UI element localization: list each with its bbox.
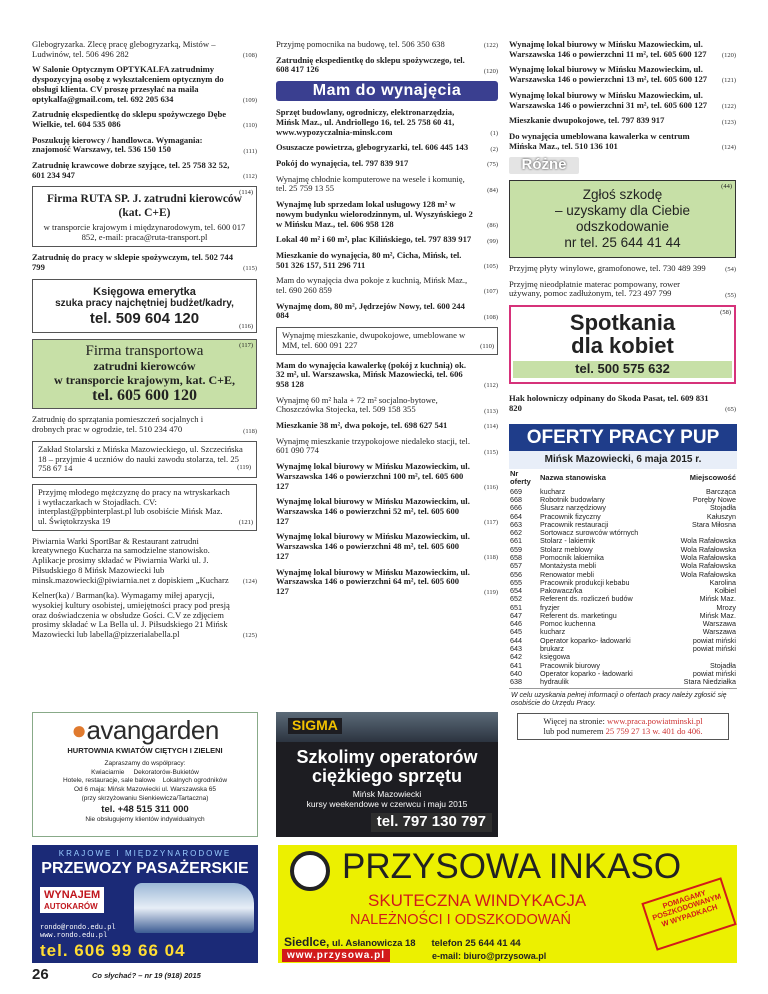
avangarden-foot: Nie obsługujemy klientów indywidualnych — [85, 816, 205, 824]
offer-position: Renowator mebli — [540, 569, 594, 579]
publication-footer: Co słychać? – nr 19 (918) 2015 — [92, 971, 201, 980]
rondo-autokarow: AUTOKARÓW — [44, 901, 98, 911]
przysowa-www[interactable]: www.przysowa.pl — [282, 949, 390, 962]
ad-number: (116) — [484, 483, 498, 491]
offer-position: Pakowacz/ka — [540, 586, 583, 596]
przysowa-tel: telefon 25 644 41 44 — [431, 938, 521, 949]
classified-ad — [32, 110, 257, 129]
offer-location: powiat miński — [692, 668, 736, 678]
offer-position: brukarz — [540, 644, 564, 654]
ad-text: Hak holowniczy odpinany do Skoda Pasat, tel. 609 831 820 — [509, 392, 709, 413]
przysowa-ad — [278, 845, 737, 963]
classified-ad — [509, 280, 736, 299]
pup-note: W celu uzyskania pełnej informacji o ofertach pracy należy zgłosić się osobiście do Urzędu Pracy. — [509, 688, 737, 708]
przysowa-headline2: NALEŻNOŚCI I ODSZKODOWAŃ — [350, 912, 572, 928]
firma-tr-line1: Firma transportowa — [85, 343, 204, 360]
ad-text: Mieszkanie do wynajęcia, 80 m², Cicha, Mińsk, tel. 501 326 157, 511 296 711 — [276, 249, 462, 270]
avangarden-tel: tel. +48 515 311 000 — [101, 803, 189, 815]
ad-number: (115) — [484, 448, 498, 456]
classified-ad — [276, 396, 498, 415]
offer-position: Montażysta mebli — [540, 561, 596, 571]
avangarden-c2: Dekoratorów-Bukietów — [133, 768, 199, 776]
ad-number: (109) — [242, 96, 257, 104]
ad-number: (99) — [487, 237, 498, 245]
pup-more-label: Więcej na stronie: — [543, 716, 608, 727]
ad-number: (124) — [242, 577, 257, 585]
ad-text: Wynajmę lub sprzedam lokal usługowy 128 m² w nowym budynku wielorodzinnym, ul. Wyszyńskiego 2 w Mińsku Maz., tel. 606 958 128 — [276, 199, 473, 229]
classified-ad — [276, 108, 498, 137]
ad-number: (122) — [721, 102, 736, 110]
offer-location: powiat miński — [692, 635, 736, 645]
offer-number: 668 — [510, 494, 522, 504]
ad-text: Wynajmę lokal biurowy w Mińsku Mazowieckim, ul. Warszawska 146 o powierzchni 100 m², tel. 605 600 127 — [276, 461, 470, 491]
table-row — [509, 678, 737, 686]
offer-number: 638 — [510, 677, 522, 687]
ruta-title: Firma RUTA SP. J. zatrudni kierowców (kat. C+E) — [47, 193, 242, 219]
ad-number: (116) — [239, 323, 253, 330]
column-3 — [509, 40, 736, 419]
rondo-top: KRAJOWE I MIĘDZYNARODOWE — [58, 849, 232, 858]
ad-text: Glebogryzarka. Zlecę pracę glebogryzarką, Mistów – Ludwinów, tel. 506 496 282 — [32, 39, 216, 59]
szkoda-line2: – uzyskamy dla Ciebie — [554, 203, 691, 219]
offer-location: Wola Rafałowska — [680, 536, 736, 546]
avangarden-addr: Od 6 maja: Mińsk Mazowiecki ul. Warszawska 65 — [73, 786, 217, 794]
offer-position: Stolarz meblowy — [540, 544, 593, 554]
ad-number: (111) — [243, 147, 257, 155]
classified-ad — [32, 136, 257, 155]
ad-text: Mieszkanie dwupokojowe, tel. 797 839 917 — [509, 115, 665, 126]
offer-number: 656 — [510, 569, 522, 579]
ad-number: (120) — [721, 52, 736, 60]
firma-tr-phone: tel. 605 600 120 — [92, 387, 197, 405]
przysowa-headline1: SKUTECZNA WINDYKACJA — [368, 891, 587, 910]
ad-text: Sprzęt budowlany, ogrodniczy, elektronarzędzia, Mińsk Maz., ul. Andriollego 16, tel. 25 758 60 41, www.wypozyczalnia-minsk.com — [276, 107, 455, 137]
classified-ad — [509, 116, 736, 126]
classified-ad — [276, 200, 498, 229]
sigma-headline2: ciężkiego sprzętu — [311, 765, 463, 786]
ksiegowa-line2: szuka pracy najchętniej budżet/kadry, — [55, 298, 234, 310]
offer-location: Wola Rafałowska — [680, 552, 736, 562]
offer-location: Karolina — [709, 577, 736, 587]
szkoda-line3: odszkodowanie — [575, 219, 670, 235]
offer-number: 642 — [510, 652, 522, 662]
col-header-miejscowosc: Miejscowość — [689, 473, 736, 482]
ad-text: Mam do wynajęcia dwa pokoje z kuchnią, Mińsk Maz., tel. 690 260 859 — [276, 275, 468, 296]
classified-ad — [32, 253, 257, 272]
ad-number: (58) — [720, 309, 731, 317]
offer-number: 654 — [510, 586, 522, 596]
pup-table — [509, 469, 737, 687]
classified-ad — [276, 302, 498, 321]
ad-text: Pokój do wynajęcia, tel. 797 839 917 — [276, 158, 409, 168]
ad-number: (115) — [243, 265, 257, 273]
avangarden-ad — [32, 712, 258, 837]
offer-number: 663 — [510, 519, 522, 529]
przysowa-addr: ul. Asłanowicza 18 — [332, 938, 416, 949]
ad-text: Przyjmę pomocnika na budowę, tel. 506 350 638 — [276, 39, 445, 49]
zaklad-text: Zakład Stolarski z Mińska Mazowieckiego, ul. Szczecińska 18 – przyjmie 4 uczniów do nauki zawodu stolarza — [38, 443, 243, 464]
offer-location: Stara Miłosna — [692, 519, 736, 529]
ad-number: (110) — [480, 343, 494, 351]
classified-ad — [276, 361, 498, 390]
offer-location: Barcząca — [706, 486, 736, 496]
ad-number: (125) — [242, 632, 257, 640]
section-header-rozne: Różne — [509, 157, 579, 174]
mlody-ad — [32, 484, 257, 531]
ad-text: Przyjmę płyty winylowe, gramofonowe, tel. 730 489 399 — [509, 262, 706, 273]
classified-ad — [32, 415, 257, 434]
classified-ad — [509, 394, 736, 413]
ad-number: (112) — [243, 173, 257, 181]
classified-ad — [32, 591, 257, 640]
mieszkanie-text: Wynajmę mieszkanie, dwupokojowe, umeblowane w MM, tel. 600 091 227 — [282, 330, 466, 350]
column-1 — [32, 40, 257, 646]
avangarden-addr2: (przy skrzyżowaniu Sienkiewicza/Tartaczna) — [81, 794, 209, 802]
classified-ad — [276, 251, 498, 270]
classified-ad — [276, 532, 498, 561]
offer-position: Operator koparko- ładowarki — [540, 635, 631, 645]
ad-text: Przyjmę nieodpłatnie materac pompowany, rower używany, pomoc zadłużonym, tel. 723 497 799 — [509, 278, 681, 299]
sigma-ad — [276, 712, 498, 837]
ad-text: Lokal 40 m² i 60 m², plac Kilińskiego, tel. 797 839 917 — [276, 234, 472, 245]
classified-ad — [276, 276, 498, 295]
ad-number: (117) — [239, 342, 253, 350]
classified-ad — [276, 497, 498, 526]
avangarden-sub: HURTOWNIA KWIATÓW CIĘTYCH I ZIELENI — [67, 746, 223, 756]
ad-number: (105) — [483, 262, 498, 270]
offer-number: 658 — [510, 552, 522, 562]
spotkania-line1: Spotkania — [569, 310, 676, 336]
ad-number: (55) — [725, 291, 736, 299]
offer-number: 647 — [510, 610, 522, 620]
offer-position: Pracownik restauracji — [540, 519, 609, 529]
ksiegowa-phone: tel. 509 604 120 — [89, 310, 200, 328]
offer-number: 666 — [510, 503, 522, 513]
col-header-stanowisko: Nazwa stanowiska — [540, 473, 606, 482]
offer-position: Pomoc kuchenna — [540, 619, 596, 629]
offer-position: Referent ds. marketingu — [540, 610, 617, 620]
classified-ad — [276, 40, 498, 50]
offer-number: 651 — [510, 602, 522, 612]
ad-text: Wynajmę mieszkanie trzypokojowe niedaleko stacji, tel. 601 090 774 — [276, 435, 470, 456]
classified-ad — [276, 568, 498, 597]
ad-text: Mieszkanie 38 m², dwa pokoje, tel. 698 627 541 — [276, 420, 448, 431]
classified-ad — [276, 462, 498, 491]
offer-number: 646 — [510, 619, 522, 629]
offer-location: Mińsk Maz. — [699, 594, 736, 604]
sigma-when: kursy weekendowe w czerwcu i maju 2015 — [306, 799, 468, 810]
rondo-ad — [32, 845, 258, 963]
offer-location: Wola Rafałowska — [680, 561, 736, 571]
ad-number: (120) — [483, 67, 498, 75]
avangarden-logo: ●avangarden — [71, 715, 219, 745]
pup-more-box — [517, 713, 729, 740]
rondo-wynajem: WYNAJEM — [44, 889, 101, 901]
rondo-phone: tel. 606 99 66 04 — [40, 940, 186, 960]
ad-text: Mam do wynajęcia kawalerkę (pokój z kuchnią) ok. 32 m², ul. Warszawska, Mińsk Mazowiecki, tel. 606 958 128 — [276, 359, 467, 389]
ksiegowa-ad — [32, 279, 257, 334]
offer-position: Ślusarz narzędziowy — [540, 503, 606, 513]
ad-text: Do wynajęcia umeblowana kawalerka w centrum Mińska Maz., tel. 510 136 101 — [509, 130, 690, 151]
classified-ad — [276, 175, 498, 194]
offer-location: Kałuszyn — [706, 511, 736, 521]
offer-position: fryzjer — [540, 602, 560, 612]
zaklad-ad — [32, 441, 257, 478]
szkoda-ad — [509, 180, 736, 258]
classified-ad — [276, 421, 498, 431]
offer-position: Referent ds. rozliczeń budów — [540, 594, 633, 604]
offer-position: Pomocnik lakiernika — [540, 552, 604, 562]
ad-number: (123) — [721, 118, 736, 126]
ad-text: Zatrudnię krawcowe dobrze szyjące, tel. 25 758 32 52, 601 234 947 — [32, 160, 230, 180]
offer-location: Wola Rafałowska — [680, 569, 736, 579]
offer-position: Operator koparko - ładowarki — [540, 668, 633, 678]
offer-number: 640 — [510, 668, 522, 678]
ad-number: (119) — [484, 589, 498, 597]
offer-position: kucharz — [540, 627, 566, 637]
classified-ad — [276, 159, 498, 169]
offer-location: Warszawa — [702, 619, 736, 629]
classified-ad — [509, 40, 736, 59]
ad-number: (54) — [725, 266, 736, 274]
classified-ad — [276, 235, 498, 245]
offer-number: 641 — [510, 660, 522, 670]
ad-text: W Salonie Optycznym OPTYKALFA zatrudnimy dyspozycyjną osobę z wykształceniem optycznym do obsługi klienta. CV proszę przesyłać na maila optykalfa@gmail.com, tel. 692 205 634 — [32, 64, 224, 104]
avangarden-coop: Zapraszamy do współpracy: — [104, 759, 186, 767]
offer-position: Pracownik produkcji kebabu — [540, 577, 630, 587]
offer-position: Robotnik budowlany — [540, 494, 605, 504]
ad-number: (44) — [721, 183, 732, 191]
sigma-logo: SIGMA — [288, 718, 342, 734]
przysowa-logo-icon — [290, 851, 330, 891]
offer-number: 655 — [510, 577, 522, 587]
przysowa-city: Siedlce, — [284, 935, 330, 949]
ad-text: Zatrudnię ekspedientkę do sklepu spożywczego Dębe Wielkie, tel. 604 535 086 — [32, 109, 227, 129]
offer-position: hydraulik — [540, 677, 569, 687]
ad-text: Wynajmę dom, 80 m², Jędrzejów Nowy, tel. 600 244 084 — [276, 300, 465, 321]
ad-number: (114) — [484, 423, 498, 431]
sigma-city: Mińsk Mazowiecki — [352, 789, 422, 799]
firma-tr-line3: w transporcie krajowym, kat. C+E, — [54, 372, 235, 387]
ad-text: Osuszacze powietrza, glebogryzarki, tel. 606 445 143 — [276, 142, 469, 153]
offer-location: Wola Rafałowska — [680, 544, 736, 554]
spotkania-ad — [509, 305, 736, 384]
section-header-wynajem: Mam do wynajęcia — [276, 81, 498, 101]
przysowa-email[interactable]: e-mail: biuro@przysowa.pl — [432, 951, 547, 961]
offer-number: 662 — [510, 528, 522, 538]
offer-number: 645 — [510, 627, 522, 637]
classified-ad — [509, 65, 736, 84]
offer-number: 659 — [510, 544, 522, 554]
avangarden-c3: Hotele, restauracje, sale balowe — [62, 777, 156, 785]
ad-number: (121) — [721, 77, 736, 85]
szkoda-phone: nr tel. 25 644 41 44 — [564, 235, 681, 251]
classified-ad — [509, 264, 736, 274]
przysowa-name: PRZYSOWA INKASO — [342, 847, 682, 886]
ad-number: (86) — [487, 221, 498, 229]
offer-position: księgowa — [540, 652, 570, 662]
ad-number: (112) — [484, 382, 498, 390]
ad-text: Piwiarnia Warki SportBar & Restaurant zatrudni kreatywnego Kucharza na samodzielne stanowisko. Aplikacje prosimy składać w Piwiarnia Warki ul. J. Piłsudskiego 8 Mińsk Mazowiecki lub minsk.mazowiecki@piwiarnia.net z dopiskiem „Kucharz — [32, 535, 229, 585]
przysowa-stamp: POMAGAMY POSZKODOWANYM W WYPADKACH — [641, 877, 736, 951]
offer-location: Stojadła — [710, 660, 736, 670]
avangarden-c1: Kwiaciarnie — [91, 768, 125, 776]
sigma-phone: tel. 797 130 797 — [371, 813, 492, 832]
rondo-email[interactable]: rondo@rondo.edu.pl — [40, 924, 116, 932]
szkoda-line1: Zgłoś szkodę — [582, 187, 663, 203]
offer-location: Warszawa — [702, 627, 736, 637]
ad-text: Wynajmę lokal biurowy w Mińsku Mazowieckim, ul. Warszawska 146 o powierzchni 64 m², tel. 605 600 127 — [276, 566, 470, 596]
offer-location: Poręby Nowe — [692, 494, 736, 504]
ad-text: Wynajmę 60 m² hala + 72 m² socjalno-bytowe, Choszczówka Stojecka, tel. 509 158 355 — [276, 394, 438, 415]
classified-ad — [32, 65, 257, 104]
rondo-headline: PRZEWOZY PASAŻERSKIE — [41, 860, 249, 878]
pup-job-offers — [509, 424, 737, 824]
ad-text: Wynajmę lokal biurowy w Mińsku Mazowieckim, ul. Warszawska 146 o powierzchni 13 m², tel. 605 600 127 — [509, 64, 708, 85]
col-header-nr: Nr oferty — [510, 468, 531, 487]
ad-number: (110) — [243, 122, 257, 130]
offer-position: kucharz — [540, 486, 566, 496]
column-2 — [276, 40, 498, 603]
classified-ad — [276, 143, 498, 153]
ruta-body: w transporcie krajowym i międzynarodowym, tel. 600 017 852, e-mail: praca@ruta-transport.pl — [43, 221, 246, 242]
offer-number: 644 — [510, 635, 522, 645]
ad-text: Wynajmę chłodnie komputerowe na wesele i komunię, tel. 25 759 13 55 — [276, 173, 465, 194]
ksiegowa-line1: Księgowa emerytka — [93, 285, 196, 298]
offer-location: powiat miński — [692, 644, 736, 654]
classified-ad — [32, 537, 257, 586]
ad-number: (118) — [484, 554, 498, 562]
pup-subtitle: Mińsk Mazowiecki, 6 maja 2015 r. — [509, 451, 737, 468]
pup-url-link[interactable]: www.praca.powiatminski.pl — [607, 716, 703, 727]
mieszkanie-ad — [276, 327, 498, 354]
ad-number: (65) — [725, 406, 736, 413]
ad-text: Wynajmę lokal biurowy w Mińsku Mazowieckim, ul. Warszawska 146 o powierzchni 31 m², tel. 605 600 127 — [509, 89, 708, 110]
ad-number: (114) — [239, 189, 253, 197]
firma-tr-line2: zatrudni kierowców — [93, 359, 196, 374]
offer-number: 643 — [510, 644, 522, 654]
ad-number: (118) — [243, 427, 257, 435]
ad-number: (108) — [242, 52, 257, 60]
pup-phone: 25 759 27 13 w. 401 do 406. — [605, 725, 703, 736]
offer-location: Stara Niedziałka — [683, 677, 736, 687]
offer-location: Mińsk Maz. — [699, 610, 736, 620]
spotkania-line2: dla kobiet — [571, 333, 674, 359]
ad-text: Zatrudnię ekspedientkę do sklepu spożywczego, tel. 608 417 126 — [276, 54, 465, 75]
classified-ad — [509, 132, 736, 151]
ad-text: Wynajmę lokal biurowy w Mińsku Mazowieckim, ul. Warszawska 146 o powierzchni 52 m², tel. 605 600 127 — [276, 496, 470, 526]
ad-number: (107) — [483, 288, 498, 296]
ad-number: (117) — [484, 519, 498, 527]
offer-location: Kołbiel — [714, 586, 736, 596]
offer-location: Stojadła — [710, 503, 736, 513]
ad-text: Zatrudnię do pracy w sklepie spożywczym, tel. 502 744 799 — [32, 252, 233, 272]
sigma-headline1: Szkolimy operatorów — [296, 747, 478, 767]
ad-number: (113) — [484, 407, 498, 415]
zaklad-tel: , tel. 25 758 67 14 — [38, 453, 239, 474]
rondo-www[interactable]: www.rondo.edu.pl — [40, 932, 108, 941]
offer-number: 669 — [510, 486, 522, 496]
classified-ad — [32, 40, 257, 59]
ruta-ad — [32, 186, 257, 247]
classified-ad — [276, 437, 498, 456]
ad-number: (1) — [490, 129, 498, 137]
spotkania-phone: tel. 500 575 632 — [513, 361, 732, 378]
ad-text: Poszukuję kierowcy / handlowca. Wymagania: znajomość Warszawy, tel. 536 150 150 — [32, 134, 203, 155]
ad-number: (108) — [483, 313, 498, 321]
avangarden-c4: Lokalnych ogrodników — [162, 777, 228, 785]
offer-number: 657 — [510, 561, 522, 571]
ad-text: Zatrudnię do sprzątania pomieszczeń socjalnych i drobnych prac w ogrodzie, tel. 510 234 470 — [32, 414, 204, 435]
mlody-text: Przyjmę młodego mężczyznę do pracy na wtryskarkach i wytłaczarkach w Stojadłach. CV: interplast@ppbinterplast.pl lub osobiście Mińsk Maz. ul. Świętokrzyska 19 — [38, 486, 230, 527]
ad-number: (124) — [721, 143, 736, 151]
pup-title: OFERTY PRACY PUP — [509, 424, 737, 451]
offer-number: 664 — [510, 511, 522, 521]
ad-number: (119) — [237, 464, 251, 472]
pup-more2-label: lub pod numerem — [543, 725, 606, 736]
offer-position: Pracownik biurowy — [540, 660, 600, 670]
classified-ad — [509, 91, 736, 110]
ad-number: (121) — [238, 519, 253, 527]
offer-position: Stolarz - lakiernik — [540, 536, 596, 546]
ad-number: (84) — [487, 186, 498, 194]
offer-position: Sortowacz surowców wtórnych — [540, 528, 639, 538]
ad-number: (122) — [483, 42, 498, 50]
offer-position: Pracownik fizyczny — [540, 511, 601, 521]
firma-transportowa-ad — [32, 339, 257, 409]
classified-ad — [32, 161, 257, 180]
ad-text: Wynajmę lokal biurowy w Mińsku Mazowieckim, ul. Warszawska 146 o powierzchni 48 m², tel. 605 600 127 — [276, 531, 470, 561]
ad-text: Kelner(ka) / Barman(ka). Wymagamy miłej aparycji, wysokiej kultury osobistej, umiejętności pracy pod presją oraz doświadczenia w obsłudze Gości. C.V ze zdjęciem prosimy składać w La Bella ul. J. Piłsudskiego 21 Mińsk Mazowiecki lub labella@pizzerialabella.pl — [32, 590, 230, 640]
offer-number: 652 — [510, 594, 522, 604]
page-number: 26 — [32, 966, 49, 983]
ad-text: Wynajmę lokal biurowy w Mińsku Mazowieckim, ul. Warszawska 146 o powierzchni 11 m², tel. 605 600 127 — [509, 39, 707, 59]
offer-number: 661 — [510, 536, 522, 546]
offer-location: Mrozy — [716, 602, 736, 612]
classified-ad — [276, 56, 498, 75]
ad-number: (2) — [490, 145, 498, 153]
bus-image — [134, 883, 254, 933]
ad-number: (75) — [487, 161, 498, 169]
